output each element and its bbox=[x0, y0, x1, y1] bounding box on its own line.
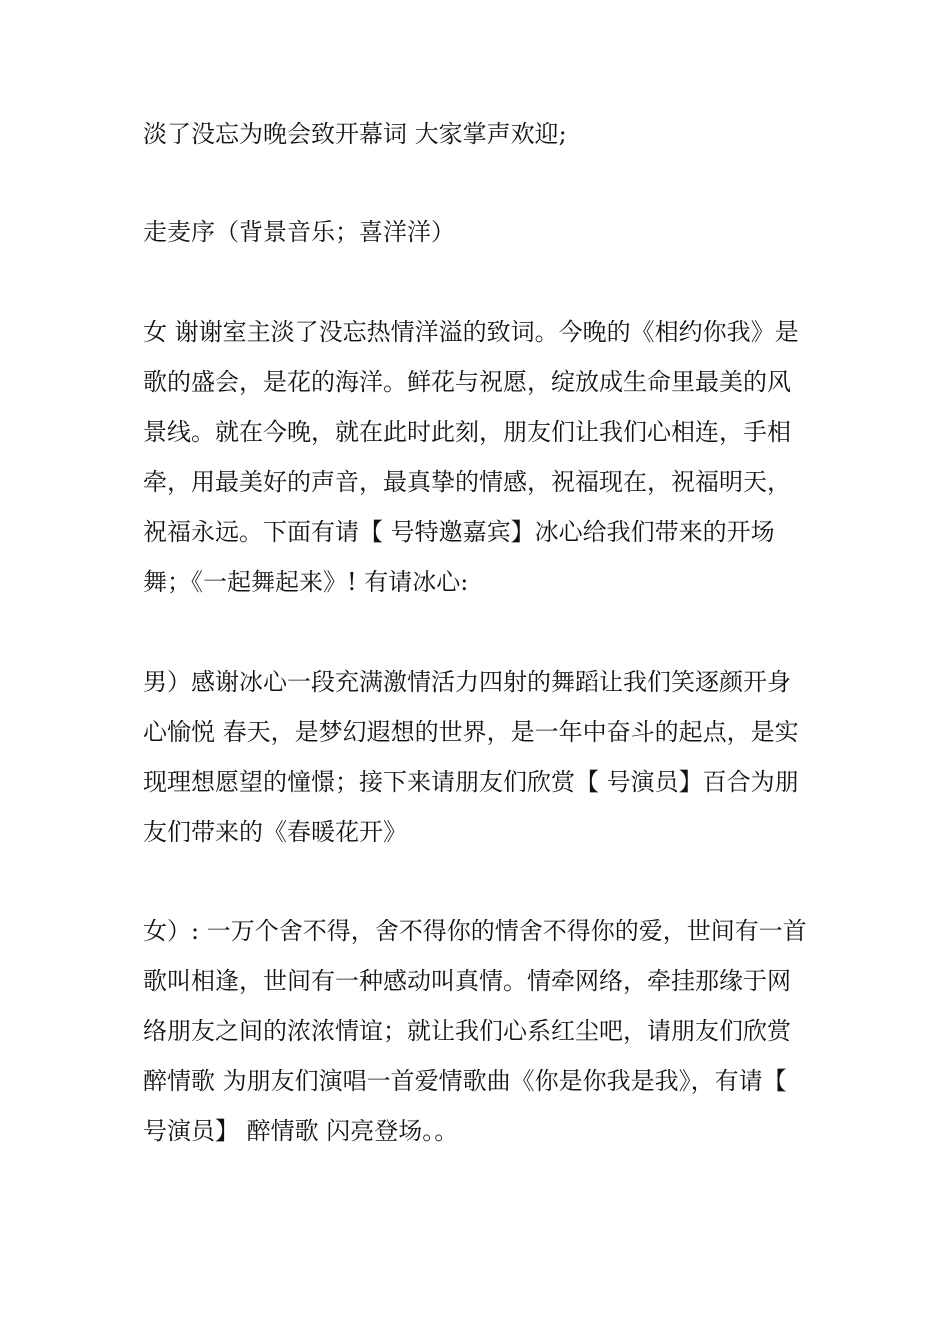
paragraph-male-host: 男）感谢冰心一段充满激情活力四射的舞蹈让我们笑逐颜开身心愉悦 春天，是梦幻遐想的世界，是一年中奋斗的起点，是实现理想愿望的憧憬；接下来请朋友们欣赏【 号演员】百合为朋友们带来的《春暖花开》 bbox=[143, 668, 799, 846]
paragraph-music-cue: 走麦序（背景音乐；喜洋洋） bbox=[143, 218, 455, 246]
paragraph-female-host-song: 女）: 一万个舍不得，舍不得你的情舍不得你的爱，世间有一首歌叫相逢，世间有一种感动叫真情。情牵网络，牵挂那缘于网络朋友之间的浓浓情谊；就让我们心系红尘吧，请朋友们欣赏醉情歌 为朋友们演唱一首爱情歌曲《你是你我是我》，有请【 号演员】 醉情歌 闪亮登场。。 bbox=[143, 917, 807, 1145]
paragraph-female-host-intro: 女 谢谢室主淡了没忘热情洋溢的致词。今晚的《相约你我》是歌的盛会，是花的海洋。鲜花与祝愿，绽放成生命里最美的风景线。就在今晚，就在此时此刻，朋友们让我们心相连，手相牵，用最美好的声音，最真挚的情感，祝福现在，祝福明天，祝福永远。下面有请【 号特邀嘉宾】冰心给我们带来的开场舞；《一起舞起来》! 有请冰心: bbox=[143, 318, 799, 596]
paragraph-opening-speech: 淡了没忘为晚会致开幕词 大家掌声欢迎; bbox=[143, 120, 567, 148]
